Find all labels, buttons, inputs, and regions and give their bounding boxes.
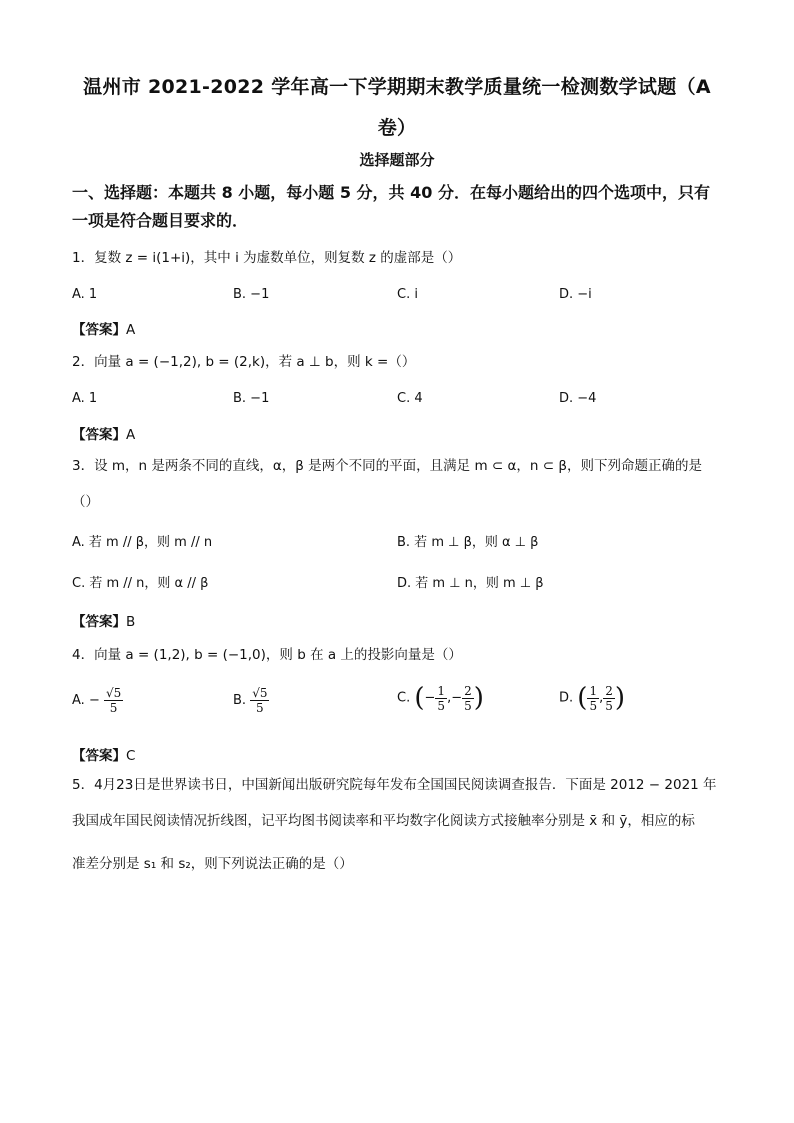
answer-label: 【答案】 xyxy=(72,614,126,630)
question-1-option-d: D. −i xyxy=(559,287,592,302)
question-2-option-d: D. −4 xyxy=(559,391,597,406)
numerator: √5 xyxy=(105,686,122,700)
minus-sign: − xyxy=(424,690,436,706)
question-4-answer xyxy=(72,744,135,764)
fraction xyxy=(250,686,269,715)
comma: , xyxy=(599,690,604,706)
denominator: 5 xyxy=(464,698,472,713)
question-4-option-a xyxy=(72,686,123,715)
numerator: √5 xyxy=(252,686,268,700)
denominator: 5 xyxy=(256,701,264,715)
denominator: 5 xyxy=(605,698,613,713)
option-letter: A. xyxy=(72,693,85,708)
question-3-stem-line2: （） xyxy=(72,494,99,510)
question-4-stem: 4．向量 a = (1,2), b = (−1,0)，则 b 在 a 上的投影向量是（） xyxy=(72,647,462,663)
left-paren: ( xyxy=(414,683,425,713)
question-4-option-c xyxy=(397,683,484,713)
fraction xyxy=(603,684,615,713)
option-letter: B. xyxy=(233,693,247,708)
question-5-stem-line1: 5．4月23日是世界读书日，中国新闻出版研究院每年发布全国国民阅读调查报告．下面是 2012 − 2021 年 xyxy=(72,777,717,793)
right-paren: ) xyxy=(473,683,484,713)
fraction xyxy=(462,684,474,713)
question-3-option-a: A. 若 m // β，则 m // n xyxy=(72,535,213,550)
section-instructions: 一、选择题：本题共 8 小题，每小题 5 分，共 40 分．在每小题给出的四个选项中，只有一项是符合题目要求的． xyxy=(72,183,710,230)
denominator: 5 xyxy=(437,698,446,713)
fraction xyxy=(435,684,447,713)
answer-label: 【答案】 xyxy=(72,322,126,338)
question-2-option-c: C. 4 xyxy=(397,391,423,406)
minus-sign: − xyxy=(88,693,100,708)
numerator: 1 xyxy=(437,683,446,698)
right-paren: ) xyxy=(614,683,626,713)
option-letter: D. xyxy=(559,690,574,706)
question-2-option-a: A. 1 xyxy=(72,391,98,406)
question-2-stem: 2．向量 a = (−1,2), b = (2,k)，若 a ⊥ b，则 k =（） xyxy=(72,354,416,370)
answer-value: B xyxy=(126,614,136,630)
question-5-stem-line3: 准差分别是 s₁ 和 s₂，则下列说法正确的是（） xyxy=(72,856,353,872)
question-3-option-d: D. 若 m ⊥ n，则 m ⊥ β xyxy=(397,576,544,591)
exam-title-line1: 温州市 2021-2022 学年高一下学期期末教学质量统一检测数学试题（A xyxy=(83,76,711,98)
question-5-stem-line2: 我国成年国民阅读情况折线图，记平均图书阅读率和平均数字化阅读方式接触率分别是 x̄ 和 ȳ，相应的标 xyxy=(72,813,695,829)
denominator: 5 xyxy=(589,698,598,713)
denominator: 5 xyxy=(109,701,118,715)
question-3-option-b: B. 若 m ⊥ β，则 α ⊥ β xyxy=(397,535,539,550)
question-2-option-b: B. −1 xyxy=(233,391,270,406)
answer-label: 【答案】 xyxy=(72,748,126,764)
numerator: 1 xyxy=(589,683,598,698)
answer-value: A xyxy=(126,322,136,338)
question-3-option-c: C. 若 m // n，则 α // β xyxy=(72,576,209,591)
question-3-stem-line1: 3．设 m，n 是两条不同的直线，α，β 是两个不同的平面，且满足 m ⊂ α，n ⊂ β，则下列命题正确的是 xyxy=(72,458,702,474)
fraction xyxy=(587,684,599,713)
left-paren: ( xyxy=(577,683,588,713)
fraction xyxy=(104,686,123,715)
numerator: 2 xyxy=(605,683,613,698)
question-2-answer xyxy=(72,423,135,443)
question-1-answer xyxy=(72,318,135,338)
exam-title-line2: 卷） xyxy=(377,117,417,139)
answer-label: 【答案】 xyxy=(72,427,126,443)
question-4-option-d xyxy=(559,683,625,713)
question-1-option-b: B. −1 xyxy=(233,287,270,302)
numerator: 2 xyxy=(464,683,472,698)
question-4-option-b xyxy=(233,686,269,715)
question-1-option-a: A. 1 xyxy=(72,287,98,302)
comma: ,− xyxy=(447,690,463,706)
question-1-option-c: C. i xyxy=(397,287,418,302)
section-subtitle: 选择题部分 xyxy=(359,151,435,169)
question-3-answer xyxy=(72,610,135,630)
answer-value: A xyxy=(126,427,136,443)
question-1-stem: 1．复数 z = i(1+i)，其中 i 为虚数单位，则复数 z 的虚部是（） xyxy=(72,250,462,266)
option-letter: C. xyxy=(397,690,411,706)
answer-value: C xyxy=(126,748,136,764)
